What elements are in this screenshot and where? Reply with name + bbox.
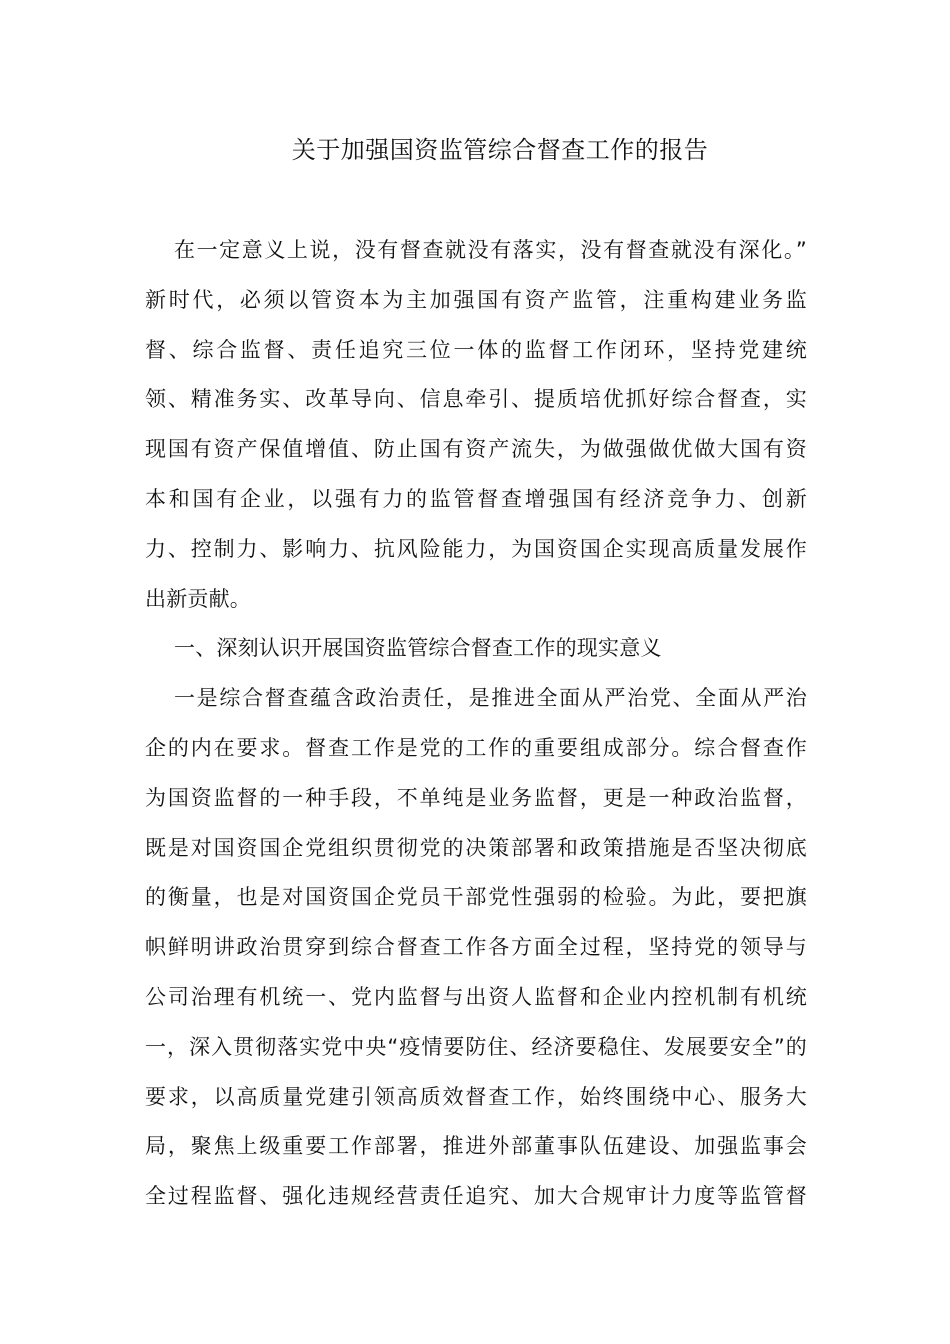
text-line: 既是对国资国企党组织贯彻党的决策部署和政策措施是否坚决彻底 bbox=[145, 835, 807, 860]
text-line: 企的内在要求。督查工作是党的工作的重要组成部分。综合督查作 bbox=[145, 735, 807, 760]
document-body bbox=[145, 226, 807, 1222]
text-line: 力、控制力、影响力、抗风险能力，为国资国企实现高质量发展作 bbox=[145, 536, 807, 561]
text-line: 为国资监督的一种手段，不单纯是业务监督，更是一种政治监督， bbox=[145, 785, 807, 810]
text-line: 本和国有企业，以强有力的监管督查增强国有经济竞争力、创新 bbox=[145, 486, 807, 511]
text-line: 出新贡献。 bbox=[145, 586, 251, 611]
text-line: 督、综合监督、责任追究三位一体的监督工作闭环，坚持党建统 bbox=[145, 337, 807, 362]
text-line: 要求，以高质量党建引领高质效督查工作，始终围绕中心、服务大 bbox=[145, 1084, 807, 1109]
document-title: 关于加强国资监管综合督查工作的报告 bbox=[291, 136, 709, 164]
text-line: 的衡量，也是对国资国企党员干部党性强弱的检验。为此，要把旗 bbox=[145, 885, 807, 910]
section-heading: 一、深刻认识开展国资监管综合督查工作的现实意义 bbox=[174, 636, 662, 661]
text-line: 帜鲜明讲政治贯穿到综合督查工作各方面全过程，坚持党的领导与 bbox=[145, 935, 807, 960]
text-line: 新时代，必须以管资本为主加强国有资产监管，注重构建业务监 bbox=[145, 287, 807, 312]
text-line: 领、精准务实、改革导向、信息牵引、提质培优抓好综合督查，实 bbox=[145, 387, 807, 412]
text-line: 在一定意义上说，没有督查就没有落实，没有督查就没有深化。” bbox=[174, 238, 807, 262]
text-line: 一是综合督查蕴含政治责任，是推进全面从严治党、全面从严治 bbox=[174, 686, 807, 711]
text-line: 局，聚焦上级重要工作部署，推进外部董事队伍建设、加强监事会 bbox=[145, 1134, 807, 1159]
text-line: 公司治理有机统一、党内监督与出资人监督和企业内控机制有机统 bbox=[145, 984, 807, 1009]
text-line: 现国有资产保值增值、防止国有资产流失，为做强做优做大国有资 bbox=[145, 437, 807, 462]
text-line: 全过程监督、强化违规经营责任追究、加大合规审计力度等监管督 bbox=[145, 1184, 807, 1209]
text-line: 一，深入贯彻落实党中央“疫情要防住、经济要稳住、发展要安全”的 bbox=[145, 1034, 807, 1059]
